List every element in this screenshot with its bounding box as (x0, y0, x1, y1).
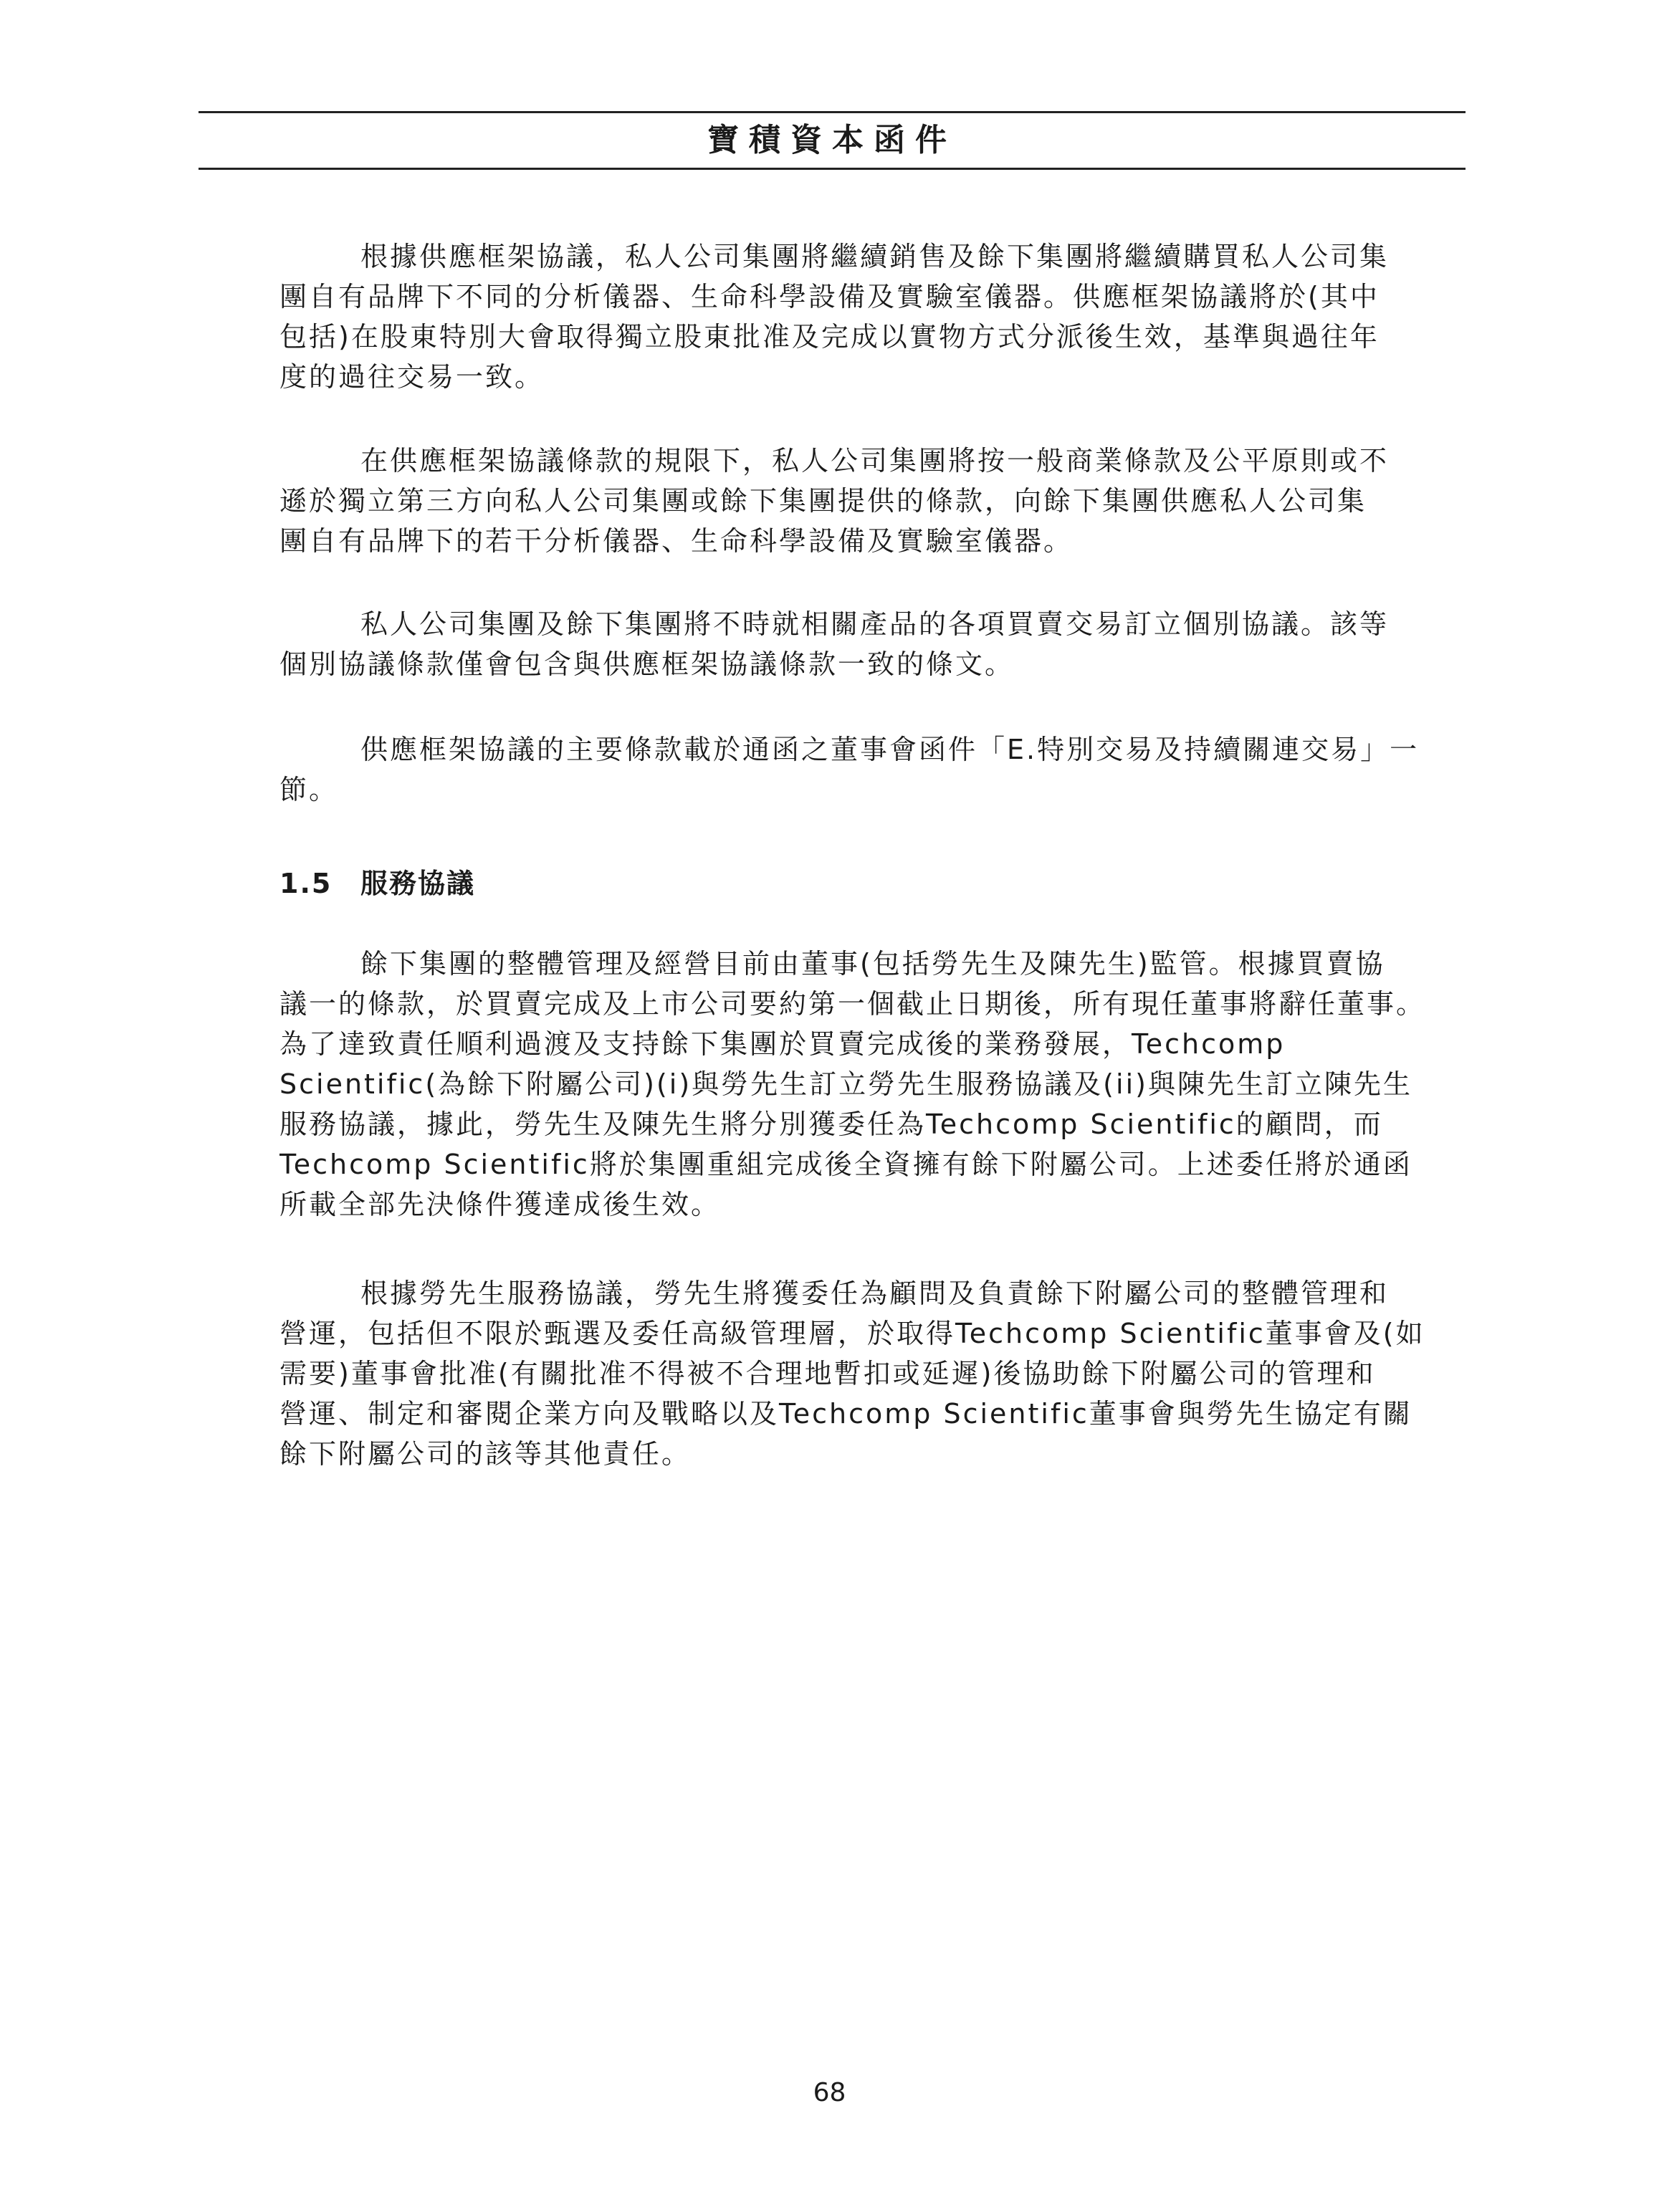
paragraph-supply-terms (279, 441, 1466, 561)
section-heading (279, 863, 475, 904)
paragraph-line: 團自有品牌下不同的分析儀器、生命科學設備及實驗室儀器。供應框架協議將於(其中 (279, 281, 1380, 312)
paragraph-principal-terms (279, 729, 1466, 810)
paragraph-line: 供應框架協議的主要條款載於通函之董事會函件「E.特別交易及持續關連交易」一 (360, 734, 1420, 765)
paragraph-service-agreement (279, 1273, 1466, 1474)
paragraph-line: 議一的條款，於買賣完成及上市公司要約第一個截止日期後，所有現任董事將辭任董事。 (279, 988, 1426, 1020)
paragraph-line: 營運、制定和審閱企業方向及戰略以及Techcomp Scientific董事會與勞先生協定有關 (279, 1398, 1412, 1430)
paragraph-line: 服務協議，據此，勞先生及陳先生將分別獲委任為Techcomp Scientific的顧問，而 (279, 1109, 1383, 1140)
paragraph-management (279, 944, 1466, 1225)
paragraph-line: 私人公司集團及餘下集團將不時就相關產品的各項買賣交易訂立個別協議。該等 (360, 608, 1390, 640)
section-title: 服務協議 (360, 868, 476, 899)
paragraph-line: 包括)在股東特別大會取得獨立股東批准及完成以實物方式分派後生效，基準與過往年 (279, 321, 1380, 353)
paragraph-line: 根據供應框架協議，私人公司集團將繼續銷售及餘下集團將繼續購買私人公司集 (360, 241, 1390, 272)
paragraph-line: 為了達致責任順利過渡及支持餘下集團於買賣完成後的業務發展，Techcomp (279, 1028, 1286, 1060)
paragraph-line: 營運，包括但不限於甄選及委任高級管理層，於取得Techcomp Scientific董事會及(如 (279, 1318, 1425, 1349)
paragraph-line: 遜於獨立第三方向私人公司集團或餘下集團提供的條款，向餘下集團供應私人公司集 (279, 485, 1367, 517)
paragraph-line: 需要)董事會批准(有關批准不得被不合理地暫扣或延遲)後協助餘下附屬公司的管理和 (279, 1358, 1376, 1389)
page-number: 68 (813, 2078, 846, 2107)
paragraph-line: 根據勞先生服務協議，勞先生將獲委任為顧問及負責餘下附屬公司的整體管理和 (360, 1278, 1390, 1309)
paragraph-line: 節。 (279, 774, 339, 805)
paragraph-line: 在供應框架協議條款的規限下，私人公司集團將按一般商業條款及公平原則或不 (360, 445, 1390, 477)
paragraph-line: 度的過往交易一致。 (279, 361, 545, 393)
paragraph-individual-agreements (279, 604, 1466, 684)
paragraph-supply-framework (279, 236, 1466, 397)
paragraph-line: 餘下集團的整體管理及經營目前由董事(包括勞先生及陳先生)監管。根據買賣協 (360, 948, 1385, 980)
header-top-rule (199, 111, 1466, 113)
section-number: 1.5 (279, 868, 333, 899)
page-title: 寶積資本函件 (707, 122, 957, 158)
paragraph-line: Techcomp Scientific將於集團重組完成後全資擁有餘下附屬公司。上述委任將於通函 (279, 1149, 1412, 1180)
paragraph-line: Scientific(為餘下附屬公司)(i)與勞先生訂立勞先生服務協議及(ii)與陳先生訂立陳先生 (279, 1068, 1412, 1100)
paragraph-line: 餘下附屬公司的該等其他責任。 (279, 1438, 692, 1470)
paragraph-line: 所載全部先決條件獲達成後生效。 (279, 1189, 721, 1220)
paragraph-line: 團自有品牌下的若干分析儀器、生命科學設備及實驗室儀器。 (279, 525, 1074, 557)
paragraph-line: 個別協議條款僅會包含與供應框架協議條款一致的條文。 (279, 648, 1015, 680)
header-bottom-rule (199, 168, 1466, 170)
